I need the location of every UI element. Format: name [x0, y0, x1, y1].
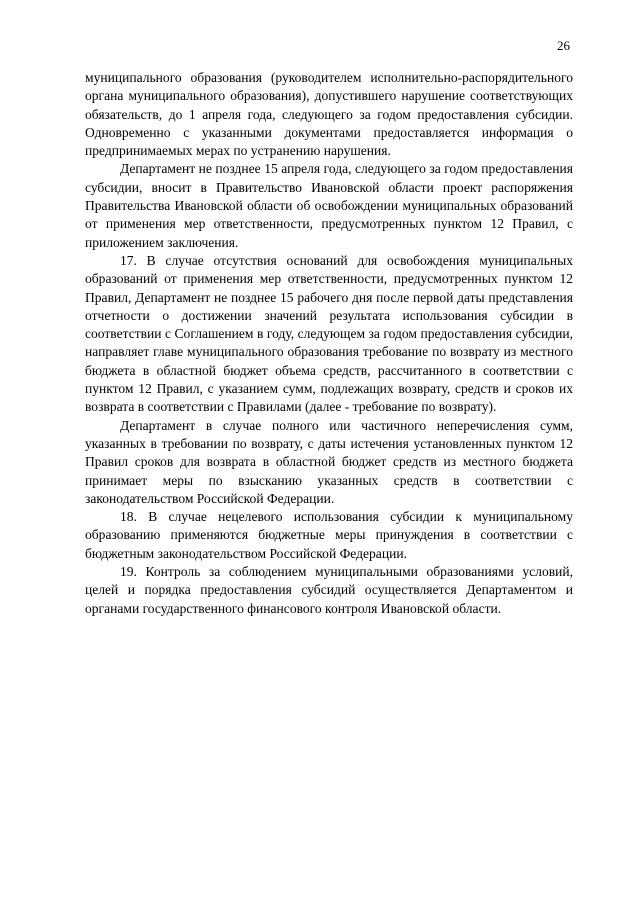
document-body: [85, 69, 573, 618]
paragraph-department-deadline: Департамент не позднее 15 апреля года, следующего за годом предоставления субсидии, вносит в Правительство Ивановской области проект распоряжения Правительства Ивановской области об освобождении муниципальных образований от применения мер ответственности, предусмотренных пунктом 12 Правил, с приложением заключения.: [85, 161, 573, 250]
page-number: 26: [557, 38, 570, 53]
paragraph-item-19: 19. Контроль за соблюдением муниципальными образованиями условий, целей и порядка предоставления субсидий осуществляется Департаментом и органами государственного финансового контроля Ивановской области.: [85, 564, 573, 616]
paragraph-recovery-measures: Департамент в случае полного или частичного неперечисления сумм, указанных в требовании по возврату, с даты истечения установленных пунктом 12 Правил сроков для возврата в областной бюджет средств из местного бюджета принимает меры по взысканию указанных средств в соответствии с законодательством Российской Федерации.: [85, 417, 573, 506]
paragraph-continuation: муниципального образования (руководителем исполнительно-распорядительного органа муниципального образования), допустившего нарушение соответствующих обязательств, до 1 апреля года, следующего за годом предоставления субсидии. Одновременно с указанными документами предоставляется информация о предпринимаемых мерах по устранению нарушения.: [85, 70, 573, 159]
paragraph-item-17: 17. В случае отсутствия оснований для освобождения муниципальных образований от применения мер ответственности, предусмотренных пунктом 12 Правил, Департамент не позднее 15 рабочего дня после первой даты представления отчетности о достижении значений результата использования субсидии в соответствии с Соглашением в году, следующем за годом предоставления субсидии, направляет главе муниципального образования требование по возврату из местного бюджета в областной бюджет объема средств, рассчитанного в соответствии с пунктом 12 Правил, с указанием сумм, подлежащих возврату, средств и сроков их возврата в соответствии с Правилами (далее - требование по возврату).: [85, 252, 573, 415]
paragraph-item-18: 18. В случае нецелевого использования субсидии к муниципальному образованию применяются бюджетные меры принуждения в соответствии с бюджетным законодательством Российской Федерации.: [85, 509, 573, 561]
